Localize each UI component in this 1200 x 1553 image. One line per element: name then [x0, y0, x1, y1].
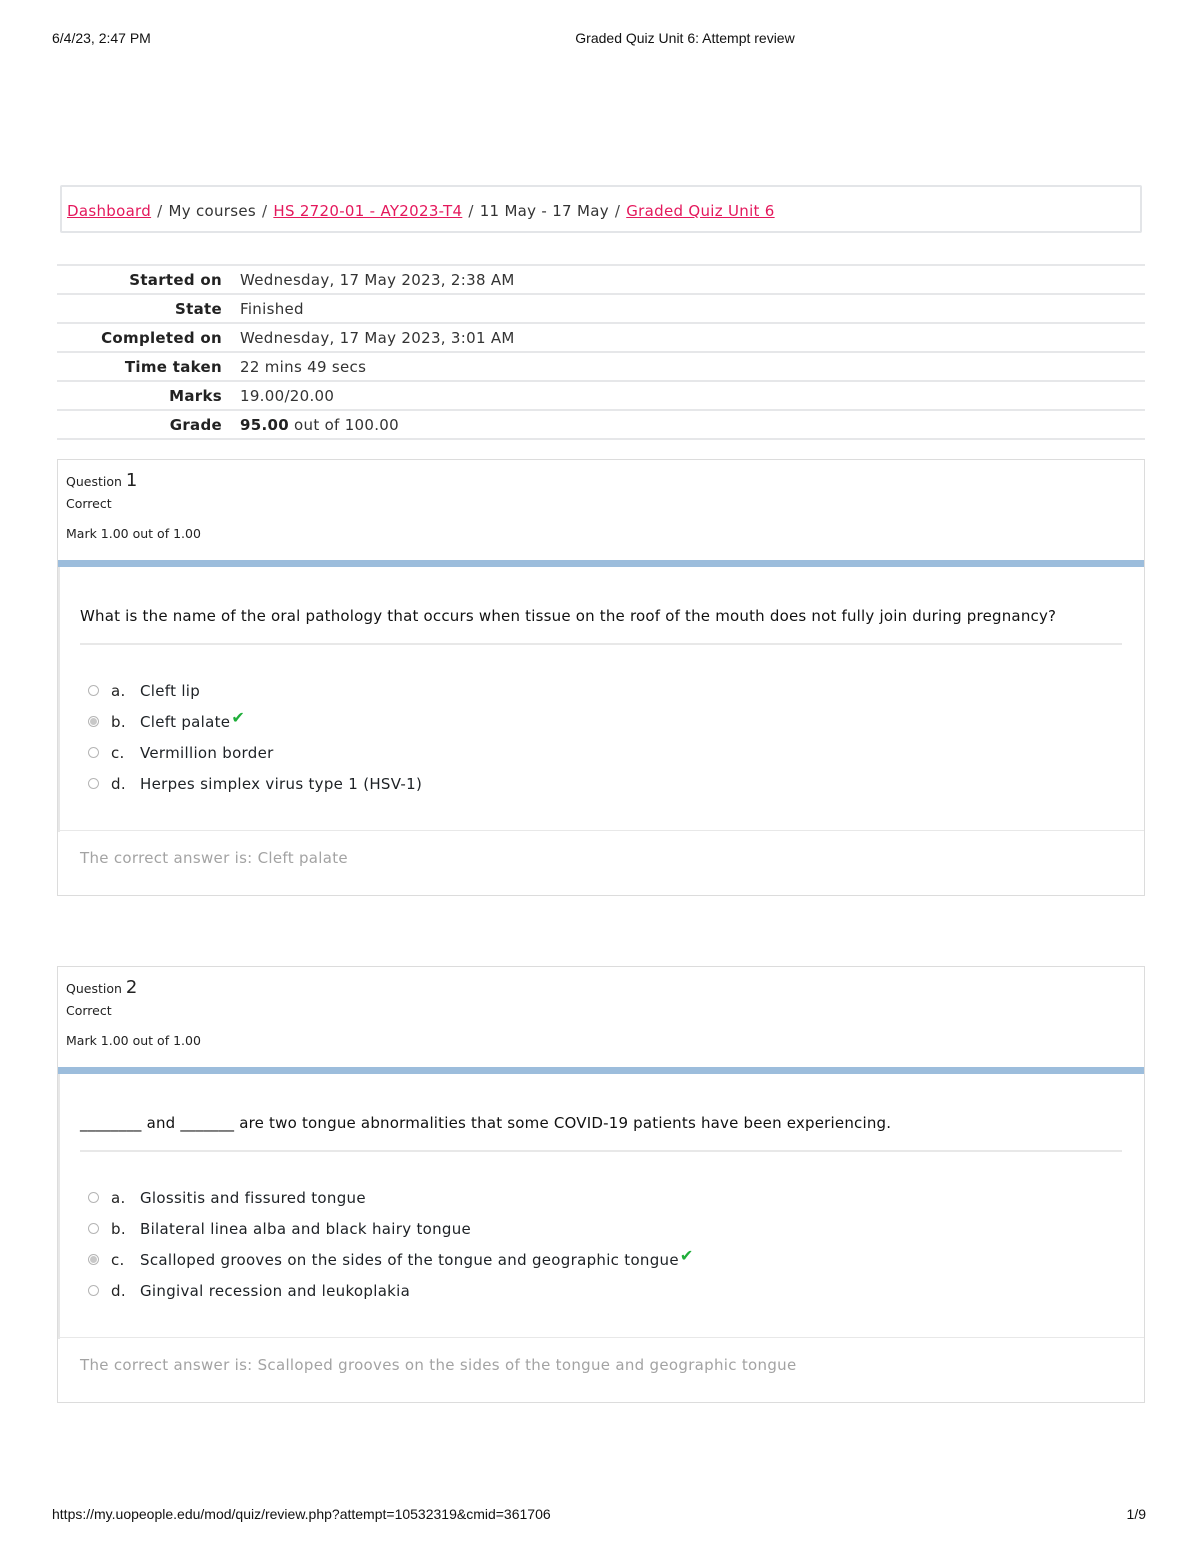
answer-letter: c. — [111, 743, 125, 762]
question-label: Question — [66, 474, 122, 489]
answer-letter: b. — [111, 712, 126, 731]
answer-option-a[interactable] — [88, 1182, 694, 1213]
question-number — [66, 977, 201, 1003]
answer-letter: a. — [111, 681, 126, 700]
radio-button[interactable] — [88, 1223, 99, 1234]
correct-check-icon: ✔ — [231, 708, 246, 727]
answer-text: Cleft lip — [140, 681, 201, 700]
summary-value: Wednesday, 17 May 2023, 3:01 AM — [240, 328, 515, 347]
question-text: ________ and _______ are two tongue abnormalities that some COVID-19 patients have been experiencing. — [80, 1114, 892, 1132]
answer-option-c[interactable] — [88, 737, 422, 768]
answer-list — [88, 675, 422, 799]
question-1 — [57, 459, 1145, 896]
attempt-summary-table — [57, 264, 1145, 440]
answer-option-d[interactable] — [88, 1275, 694, 1306]
summary-row-state — [57, 294, 1145, 323]
summary-label: State — [175, 299, 222, 318]
summary-label: Grade — [169, 415, 222, 434]
correct-answer-feedback: The correct answer is: Scalloped grooves on the sides of the tongue and geographic tongue — [80, 1356, 797, 1374]
question-grade: Mark 1.00 out of 1.00 — [66, 526, 201, 541]
answer-letter: d. — [111, 1281, 126, 1300]
radio-button[interactable] — [88, 685, 99, 696]
question-content — [58, 560, 1144, 831]
answer-letter: d. — [111, 774, 126, 793]
answer-text: Herpes simplex virus type 1 (HSV-1) — [140, 774, 423, 793]
breadcrumb-separator: / — [614, 202, 621, 220]
breadcrumb-separator: / — [157, 202, 163, 220]
print-url: https://my.uopeople.edu/mod/quiz/review.php?attempt=10532319&cmid=361706 — [52, 1506, 551, 1522]
summary-label: Completed on — [101, 328, 222, 347]
question-text: What is the name of the oral pathology that occurs when tissue on the roof of the mouth does not fully join during pregnancy? — [80, 607, 1057, 625]
breadcrumb-dashboard-link[interactable]: Dashboard — [67, 202, 152, 220]
radio-button[interactable] — [88, 1285, 99, 1296]
breadcrumb-container — [60, 185, 1142, 233]
radio-button-selected[interactable] — [88, 716, 99, 727]
answer-option-c[interactable] — [88, 1244, 694, 1275]
question-divider — [80, 643, 1122, 645]
answer-text: Glossitis and fissured tongue — [140, 1188, 366, 1207]
answer-text: Cleft palate — [140, 712, 231, 731]
grade-score: 95.00 — [240, 415, 289, 434]
question-feedback — [58, 1337, 1144, 1402]
summary-label: Started on — [129, 270, 222, 289]
question-feedback — [58, 830, 1144, 895]
answer-option-d[interactable] — [88, 768, 422, 799]
grade-suffix: out of 100.00 — [294, 415, 399, 434]
question-2 — [57, 966, 1145, 1403]
question-number-value: 1 — [125, 470, 138, 491]
answer-option-b[interactable] — [88, 1213, 694, 1244]
summary-row-grade — [57, 410, 1145, 439]
summary-value: 22 mins 49 secs — [240, 357, 367, 376]
summary-label: Time taken — [124, 357, 222, 376]
print-page-title: Graded Quiz Unit 6: Attempt review — [575, 30, 795, 46]
question-info — [66, 977, 201, 1048]
breadcrumb-separator: / — [468, 202, 474, 220]
answer-text: Bilateral linea alba and black hairy tongue — [140, 1219, 472, 1238]
summary-value: Finished — [240, 299, 304, 318]
answer-text: Gingival recession and leukoplakia — [140, 1281, 411, 1300]
question-content — [58, 1067, 1144, 1338]
summary-row-completed-on — [57, 323, 1145, 352]
question-state: Correct — [66, 1003, 112, 1018]
breadcrumb-course-link[interactable]: HS 2720-01 - AY2023-T4 — [273, 202, 463, 220]
answer-text: Scalloped grooves on the sides of the tongue and geographic tongue — [140, 1250, 679, 1269]
answer-option-b[interactable] — [88, 706, 422, 737]
question-grade: Mark 1.00 out of 1.00 — [66, 1033, 201, 1048]
content-edge — [58, 1074, 60, 1339]
print-page-number: 1/9 — [1126, 1506, 1146, 1522]
question-number — [66, 470, 201, 496]
answer-text: Vermillion border — [140, 743, 274, 762]
radio-button[interactable] — [88, 1192, 99, 1203]
radio-button[interactable] — [88, 778, 99, 789]
question-label: Question — [66, 981, 122, 996]
answer-list — [88, 1182, 694, 1306]
radio-button-selected[interactable] — [88, 1254, 99, 1265]
summary-value — [240, 410, 1145, 439]
answer-letter: c. — [111, 1250, 125, 1269]
correct-answer-feedback: The correct answer is: Cleft palate — [80, 849, 348, 867]
question-state: Correct — [66, 496, 112, 511]
breadcrumb — [67, 202, 775, 220]
content-edge — [58, 567, 60, 832]
summary-row-time-taken — [57, 352, 1145, 381]
answer-option-a[interactable] — [88, 675, 422, 706]
breadcrumb-separator: / — [262, 202, 268, 220]
print-datetime: 6/4/23, 2:47 PM — [52, 30, 151, 46]
correct-check-icon: ✔ — [679, 1246, 694, 1265]
answer-letter: b. — [111, 1219, 126, 1238]
radio-button[interactable] — [88, 747, 99, 758]
summary-value: 19.00/20.00 — [240, 386, 335, 405]
breadcrumb-week: 11 May - 17 May — [479, 202, 609, 220]
print-header — [0, 30, 1200, 50]
breadcrumb-quiz-link[interactable]: Graded Quiz Unit 6 — [626, 202, 775, 220]
answer-letter: a. — [111, 1188, 126, 1207]
question-number-value: 2 — [125, 977, 138, 998]
breadcrumb-my-courses: My courses — [168, 202, 256, 220]
question-divider — [80, 1150, 1122, 1152]
summary-row-marks — [57, 381, 1145, 410]
summary-value: Wednesday, 17 May 2023, 2:38 AM — [240, 270, 515, 289]
print-footer — [0, 1506, 1200, 1526]
summary-row-started-on — [57, 265, 1145, 294]
question-info — [66, 470, 201, 541]
summary-label: Marks — [169, 386, 222, 405]
